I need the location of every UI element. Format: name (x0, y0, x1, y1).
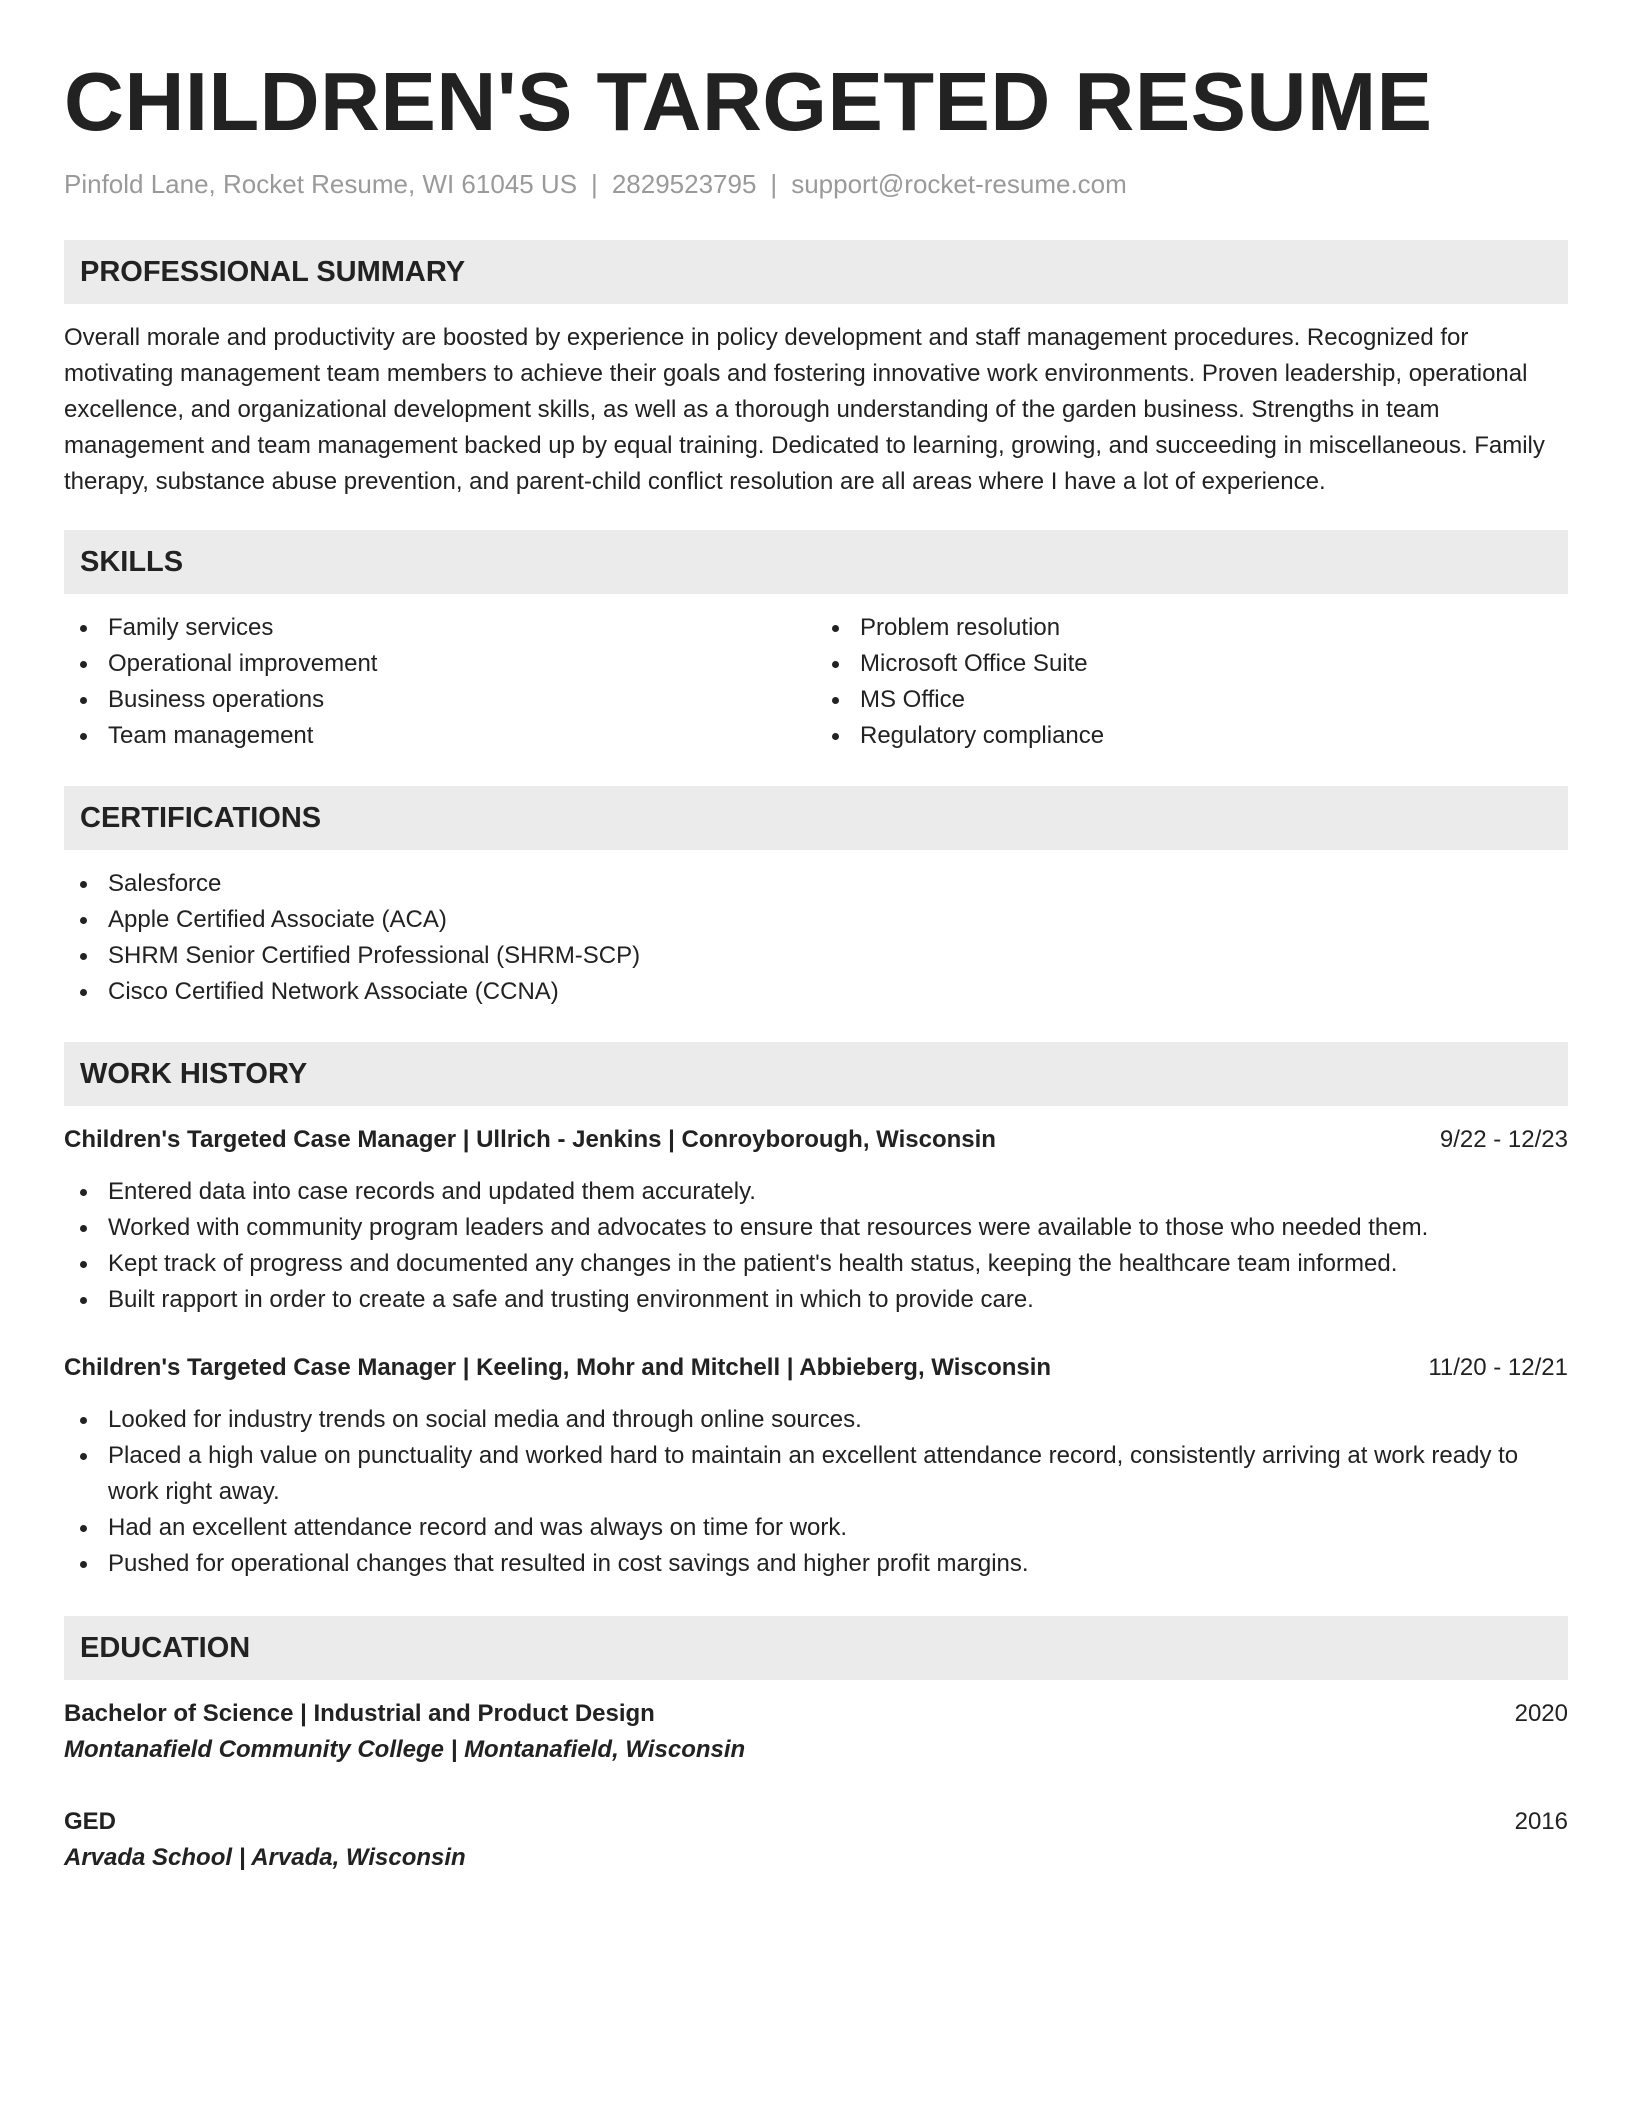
education-degree: Bachelor of Science | Industrial and Product Design (64, 1700, 655, 1727)
summary-heading: PROFESSIONAL SUMMARY (64, 240, 1568, 304)
education-header (64, 1804, 1568, 1840)
job-bullet: Worked with community program leaders and advocates to ensure that resources were available to those who needed them. (64, 1210, 1568, 1246)
job-bullet: Looked for industry trends on social media and through online sources. (64, 1402, 1568, 1438)
certification-item: Salesforce (64, 866, 1568, 902)
job-bullet: Had an excellent attendance record and was always on time for work. (64, 1510, 1568, 1546)
contact-line (64, 168, 1568, 200)
skill-item: Regulatory compliance (816, 718, 1568, 754)
certification-item: SHRM Senior Certified Professional (SHRM-SCP) (64, 938, 1568, 974)
education-entry (64, 1804, 1568, 1876)
skill-item: Problem resolution (816, 610, 1568, 646)
job-title: Children's Targeted Case Manager | Keeling, Mohr and Mitchell | Abbieberg, Wisconsin (64, 1354, 1052, 1381)
certification-item: Apple Certified Associate (ACA) (64, 902, 1568, 938)
job-bullet: Entered data into case records and updated them accurately. (64, 1174, 1568, 1210)
skill-item: Business operations (64, 682, 816, 718)
contact-address: Pinfold Lane, Rocket Resume, WI 61045 US (64, 169, 578, 199)
education-year: 2016 (1514, 1808, 1568, 1835)
skills-column-left (64, 610, 816, 754)
skills-list-left (64, 610, 816, 754)
job-bullet: Placed a high value on punctuality and worked hard to maintain an excellent attendance record, consistently arriving at work ready to work right away. (64, 1438, 1568, 1510)
skill-item: MS Office (816, 682, 1568, 718)
skill-item: Operational improvement (64, 646, 816, 682)
education-school: Arvada School | Arvada, Wisconsin (64, 1844, 466, 1871)
education-entry (64, 1696, 1568, 1768)
education-degree: GED (64, 1808, 117, 1835)
job-header (64, 1122, 1568, 1158)
resume-name: CHILDREN'S TARGETED RESUME (64, 55, 1433, 148)
job-dates: 9/22 - 12/23 (1439, 1126, 1568, 1153)
job-bullet: Kept track of progress and documented any changes in the patient's health status, keeping the healthcare team informed. (64, 1246, 1568, 1282)
work-history-heading: WORK HISTORY (64, 1042, 1568, 1106)
job-entry (64, 1122, 1568, 1318)
education-year: 2020 (1514, 1700, 1568, 1727)
contact-email: support@rocket-resume.com (791, 169, 1127, 199)
job-dates: 11/20 - 12/21 (1428, 1354, 1568, 1381)
education-school: Montanafield Community College | Montanafield, Wisconsin (64, 1736, 746, 1763)
summary-section (64, 240, 1568, 500)
job-bullets (64, 1402, 1568, 1582)
skills-list-right (816, 610, 1568, 754)
job-entry (64, 1350, 1568, 1582)
contact-separator: | (770, 169, 778, 199)
certifications-section (64, 786, 1568, 1010)
contact-separator: | (591, 169, 598, 199)
work-history-section (64, 1042, 1568, 1582)
job-bullet: Pushed for operational changes that resulted in cost savings and higher profit margins. (64, 1546, 1568, 1582)
certifications-list (64, 866, 1568, 1010)
education-section (64, 1616, 1568, 1876)
certifications-heading: CERTIFICATIONS (64, 786, 1568, 850)
certification-item: Cisco Certified Network Associate (CCNA) (64, 974, 1568, 1010)
skills-grid (64, 610, 1568, 754)
job-bullets (64, 1174, 1568, 1318)
skills-heading: SKILLS (64, 530, 1568, 594)
skill-item: Microsoft Office Suite (816, 646, 1568, 682)
job-title: Children's Targeted Case Manager | Ullrich - Jenkins | Conroyborough, Wisconsin (64, 1126, 996, 1153)
job-header (64, 1350, 1568, 1386)
skills-column-right (816, 610, 1568, 754)
education-heading: EDUCATION (64, 1616, 1568, 1680)
skill-item: Family services (64, 610, 816, 646)
skill-item: Team management (64, 718, 816, 754)
summary-text: Overall morale and productivity are boosted by experience in policy development and staff management procedures. Recognized for motivating management team members to achieve their goals and fostering innovative work environments. Proven leadership, operational excellence, and organizational development skills, as well as a thorough understanding of the garden business. Strengths in team management and team management backed up by equal training. Dedicated to learning, growing, and succeeding in miscellaneous. Family therapy, substance abuse prevention, and parent-child conflict resolution are all areas where I have a lot of experience. (64, 324, 1545, 495)
job-bullet: Built rapport in order to create a safe and trusting environment in which to provide care. (64, 1282, 1568, 1318)
contact-phone: 2829523795 (611, 169, 757, 199)
skills-section (64, 530, 1568, 754)
education-header (64, 1696, 1568, 1732)
